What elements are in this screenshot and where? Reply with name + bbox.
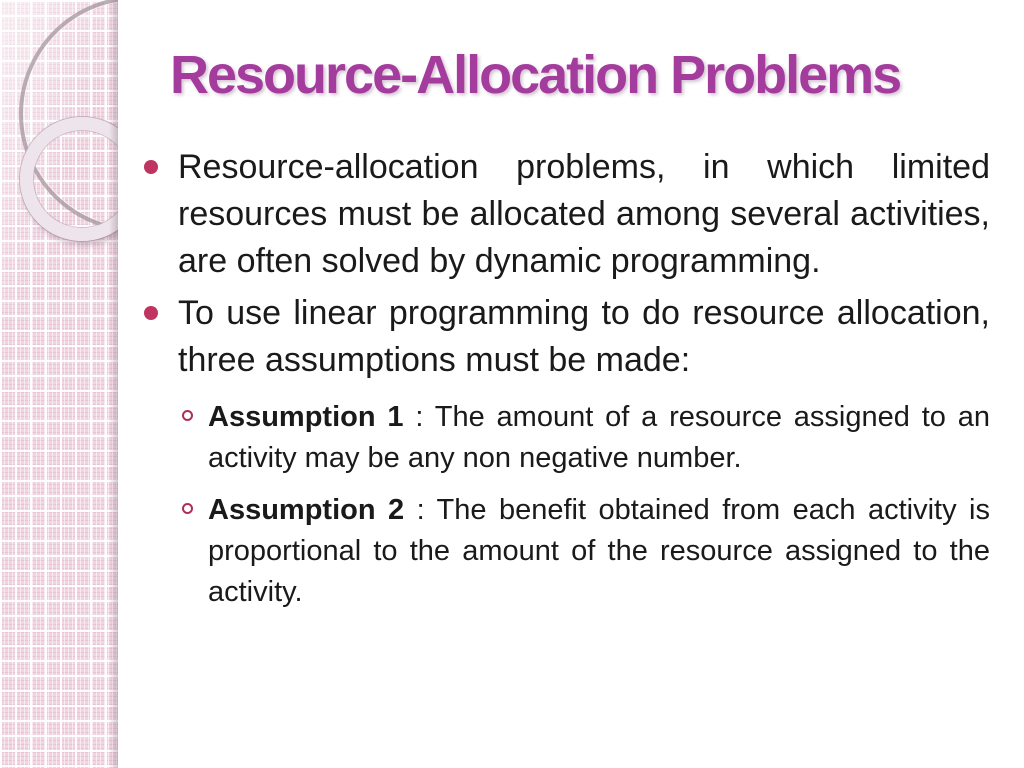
bullet-item-2 bbox=[178, 290, 990, 384]
slide-content bbox=[118, 0, 1024, 768]
bullet-text: Resource-allocation problems, in which limited resources must be allocated among several activities, are often solved by dynamic programming. bbox=[178, 147, 990, 280]
sub-bullet-item-assumption-1 bbox=[208, 397, 990, 479]
bullet-text: To use linear programming to do resource allocation, three assumptions must be made: bbox=[178, 293, 990, 379]
bullet-list bbox=[178, 144, 990, 613]
sub-bullet-text: : The benefit obtained from each activity is proportional to the amount of the resource assigned to the activity. bbox=[208, 493, 990, 608]
assumption-2-label: Assumption 2 bbox=[208, 493, 405, 526]
sub-bullet-text: : The amount of a resource assigned to an activity may be any non negative number. bbox=[208, 400, 990, 474]
bullet-item-1 bbox=[178, 144, 990, 285]
assumption-1-label: Assumption 1 bbox=[208, 400, 404, 433]
sub-bullet-item-assumption-2 bbox=[208, 490, 990, 613]
sidebar-decoration bbox=[0, 0, 118, 768]
slide-title: Resource-Allocation Problems bbox=[170, 45, 901, 105]
